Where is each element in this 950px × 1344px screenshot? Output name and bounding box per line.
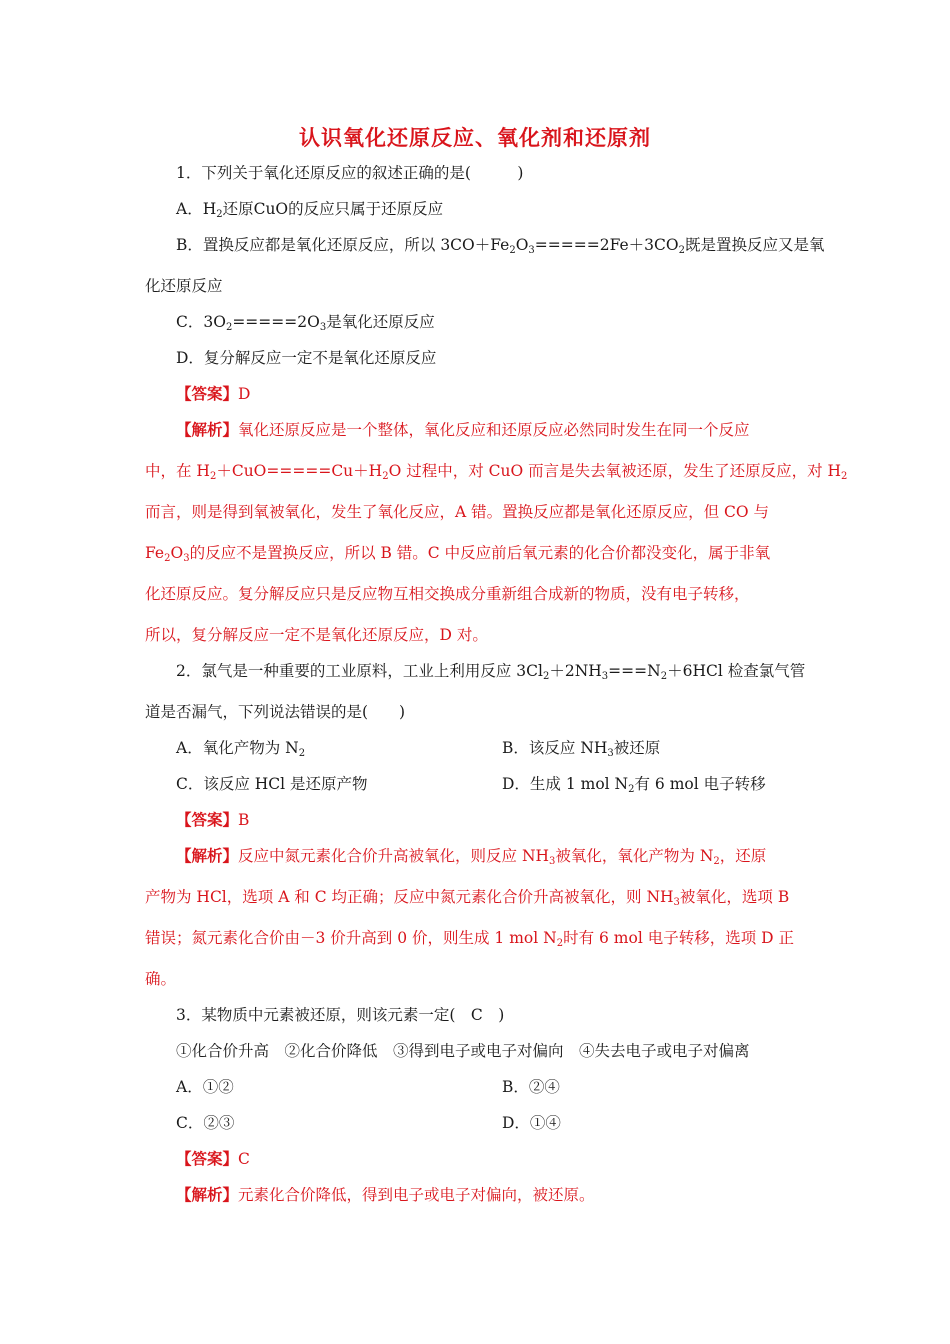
q1-stem: 1．下列关于氧化还原反应的叙述正确的是( ) <box>176 164 524 182</box>
q2-explanation-line4: 确。 <box>145 970 177 988</box>
q3-choices: ①化合价升高 ②化合价降低 ③得到电子或电子对偏向 ④失去电子或电子对偏离 <box>176 1042 750 1060</box>
q1-answer: 【答案】D <box>176 384 251 403</box>
q2-explanation-line2: 产物为 HCl，选项 A 和 C 均正确；反应中氮元素化合价升高被氧化，则 $NH_3$被氧化，选项 B <box>145 888 790 908</box>
q2-stem-line1: 2．氯气是一种重要的工业原料，工业上利用反应 $3Cl_2+2NH_3===N_2+6HCl$ 检查氯气管 <box>176 662 806 682</box>
q2-explanation-line1: 【解析】反应中氮元素化合价升高被氧化，则反应 $NH_3$被氧化，氧化产物为 $N_2$，还原 <box>176 846 767 867</box>
q3-option-a: A．①② <box>176 1078 234 1096</box>
q3-option-c: C．②③ <box>176 1114 235 1132</box>
q1-explanation-line4: $Fe_2O_3$的反应不是置换反应，所以 B 错。C 中反应前后氧元素的化合价都没变化，属于非氧 <box>145 544 771 564</box>
q2-explanation-line3: 错误；氮元素化合价由－3 价升高到 0 价，则生成 1 mol $N_2$时有 6 mol 电子转移，选项 D 正 <box>145 929 794 949</box>
q1-explanation-line5: 化还原反应。复分解反应只是反应物互相交换成分重新组合成新的物质，没有电子转移， <box>145 585 750 603</box>
q1-option-b-line1: B．置换反应都是氧化还原反应，所以 $3CO+Fe_2O_3=====2Fe+3CO_2$既是置换反应又是氧 <box>176 236 825 256</box>
q1-explanation-line6: 所以，复分解反应一定不是氧化还原反应，D 对。 <box>145 626 488 644</box>
q1-option-d: D．复分解反应一定不是氧化还原反应 <box>176 349 437 367</box>
q3-answer: 【答案】C <box>176 1149 250 1168</box>
q3-explanation: 【解析】元素化合价降低，得到电子或电子对偏向，被还原。 <box>176 1185 595 1204</box>
q2-option-b: B．该反应 $NH_3$被还原 <box>502 739 661 759</box>
q2-stem-line2: 道是否漏气，下列说法错误的是( ) <box>145 703 406 721</box>
q1-explanation-line2: 中，在 $H_2+CuO=====Cu+H_2O$ 过程中，对 CuO 而言是失去氧被还原，发生了还原反应，对 $H_2$ <box>145 462 848 482</box>
q2-option-a: A．氧化产物为 $N_2$ <box>176 739 306 759</box>
q1-option-a: A．$H_2$还原CuO的反应只属于还原反应 <box>176 200 444 220</box>
q1-option-c: C．$3O_2=====2O_3$是氧化还原反应 <box>176 313 435 333</box>
q1-explanation-line3: 而言，则是得到氧被氧化，发生了氧化反应，A 错。置换反应都是氧化还原反应，但 CO 与 <box>145 503 770 521</box>
q3-option-b: B．②④ <box>502 1078 560 1096</box>
q3-option-d: D．①④ <box>502 1114 561 1132</box>
q2-option-d: D．生成 1 mol $N_2$有 6 mol 电子转移 <box>502 775 766 795</box>
document-title: 认识氧化还原反应、氧化剂和还原剂 <box>299 126 651 150</box>
q1-explanation-line1: 【解析】氧化还原反应是一个整体，氧化反应和还原反应必然同时发生在同一个反应 <box>176 420 750 439</box>
q2-option-c: C．该反应 HCl 是还原产物 <box>176 775 368 793</box>
q3-stem: 3．某物质中元素被还原，则该元素一定( C ) <box>176 1006 505 1024</box>
q2-answer: 【答案】B <box>176 810 250 829</box>
q1-option-b-line2: 化还原反应 <box>145 277 223 295</box>
